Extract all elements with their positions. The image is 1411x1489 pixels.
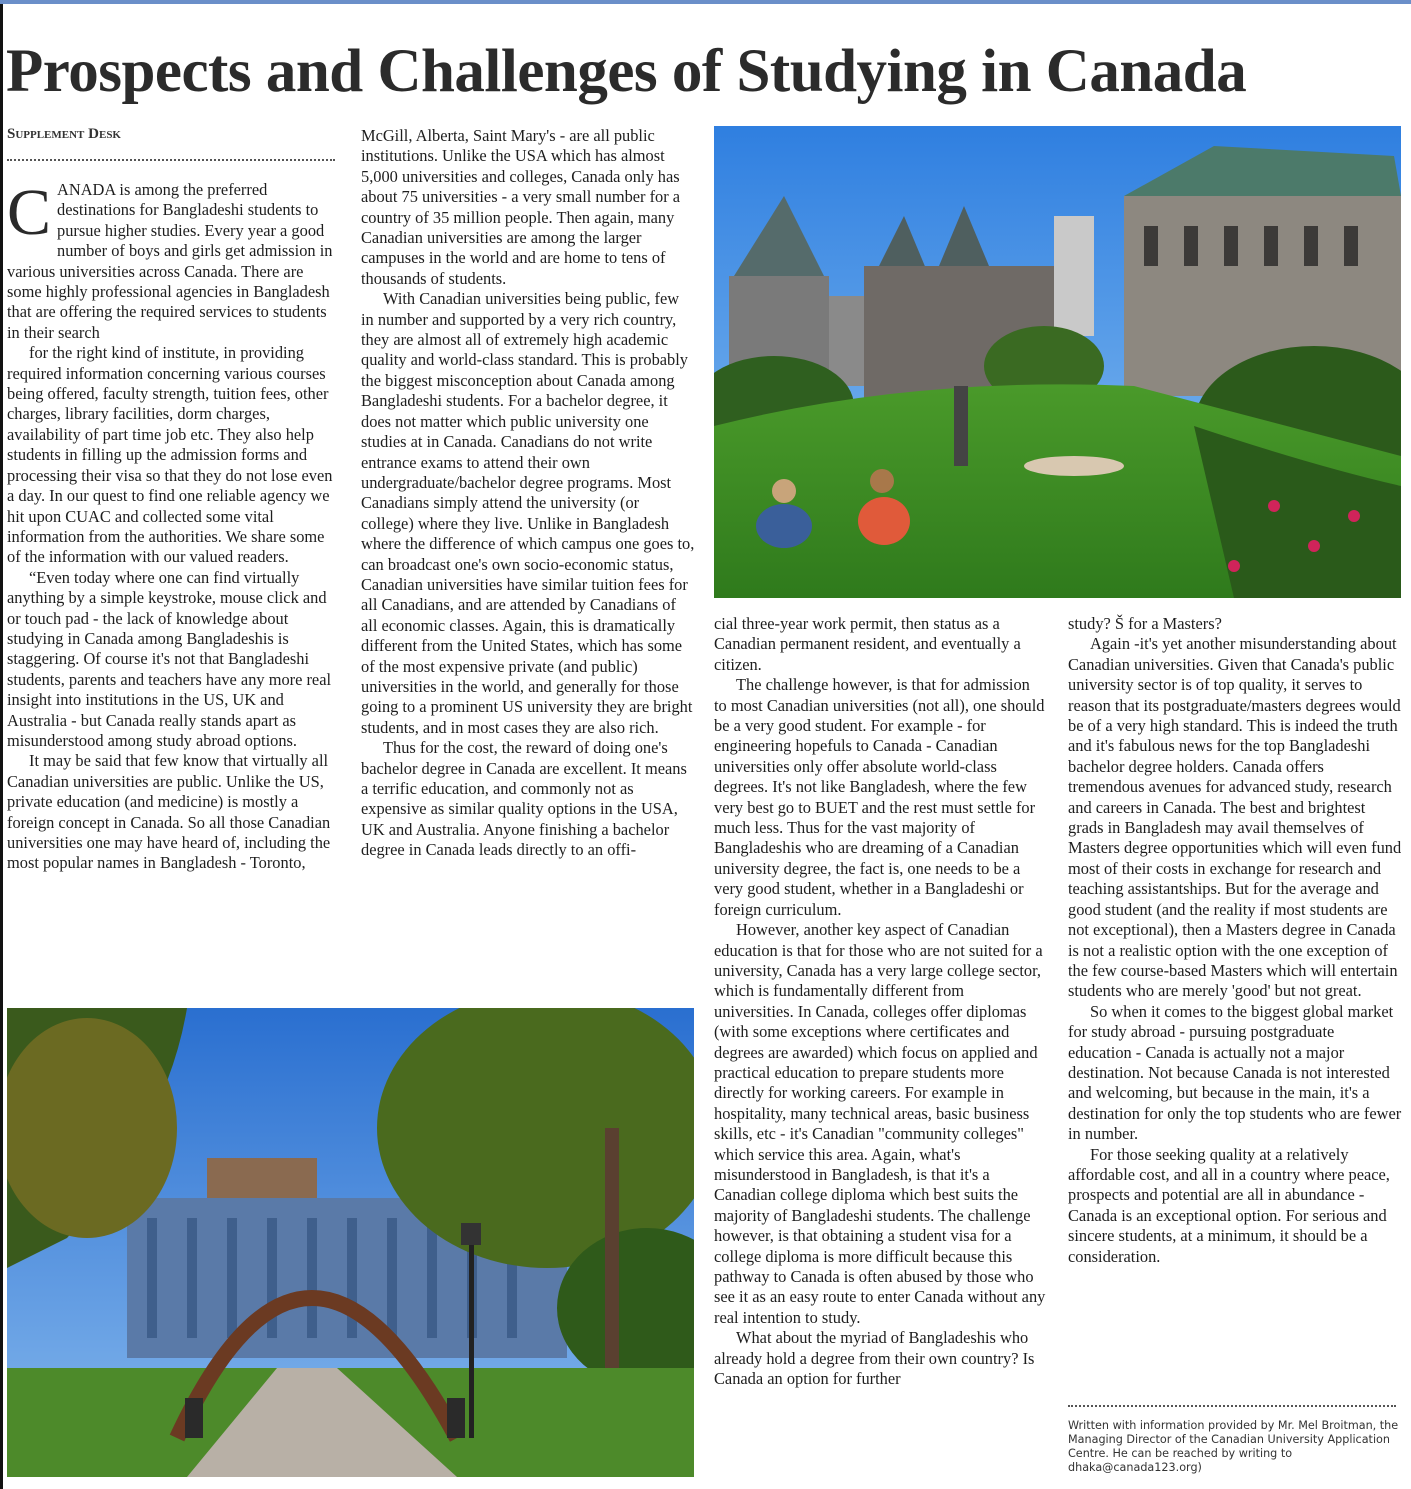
top-rule <box>0 0 1411 4</box>
column-1 <box>7 176 337 874</box>
paragraph: It may be said that few know that virtually all Canadian universities are public. Unlike the US, private education (and medicine) is mostly a foreign concept in Canada. So all those Canadian universities one may have heard of, including the most popular names in Bangladesh - Toronto, <box>7 751 331 873</box>
paragraph: What about the myriad of Bangladeshis who already hold a degree from their own country? Is Canada an option for further <box>714 1328 1035 1389</box>
paragraph: For those seeking quality at a relatively affordable cost, and all in a country where peace, prospects and potential are all in abundance - Canada is an exceptional option. For serious and sincere students, at a minimum, it should be a consideration. <box>1068 1144 1390 1266</box>
paragraph: study? Š for a Masters? <box>1068 614 1222 633</box>
headline: Prospects and Challenges of Studying in Canada <box>6 38 1247 105</box>
left-rule <box>0 4 3 1489</box>
paragraph: With Canadian universities being public, few in number and supported by a very rich country, they are almost all of extremely high academic quality and world-class standard. This is probably the biggest misconception about Canada among Bangladeshi students. For a bachelor degree, it does not matter which public university one studies at in Canada. Canadians do not write entrance exams to attend their own undergraduate/bachelor degree programs. Most Canadians simply attend the university (or college) where they live. Unlike in Bangladesh where the difference of which campus one goes to, can broadcast one's own socio-economic status, Canadian universities have similar tuition fees for all Canadians, and are attended by Canadians of all economic classes. Again, this is dramatically different from the United States, which has some of the most expensive private (and public) universities in the world, and generally for those going to a prominent US university they are bright students, and in most cases they are also rich. <box>361 289 695 737</box>
paragraph: Thus for the cost, the reward of doing one's bachelor degree in Canada are excellent. It means a terrific education, and commonly not as expensive as similar quality options in the USA, UK and Australia. Anyone finishing a bachelor degree in Canada leads directly to an offi- <box>361 738 687 860</box>
paragraph: However, another key aspect of Canadian education is that for those who are not suited for a university, Canada has a very large college sector, which is fundamentally different from universities. In Canada, colleges offer diplomas (with some exceptions where certificates and degrees are awarded) which focus on applied and practical education to prepare students more directly for working careers. For example in hospitality, many technical areas, basic business skills, etc - it's Canadian "community colleges" which service this area. Again, what's misunderstood in Bangladesh, is that it's a Canadian college diploma which best suits the majority of Bangladeshi students. The challenge however, is that obtaining a student visa for a college diploma is more difficult because this pathway to Canada is often abused by those who see it as an easy route to enter Canada without any real intention to study. <box>714 920 1046 1327</box>
campus-lawn-photo <box>714 126 1401 598</box>
byline-divider <box>7 159 335 161</box>
paragraph: “Even today where one can find virtually anything by a simple keystroke, mouse click and or touch pad - the lack of knowledge about studying in Canada among Bangladeshis is staggering. Of course it's not that Bangladeshi students, parents and teachers have any more real insight into institutions in the US, UK and Australia - but Canada really stands apart as misunderstood among study abroad options. <box>7 567 332 750</box>
paragraph: McGill, Alberta, Saint Mary's - are all public institutions. Unlike the USA which has almost 5,000 universities and colleges, Canada only has about 75 universities - a very small number for a country of 35 million people. Then again, many Canadian universities are among the larger campuses in the world and are home to tens of thousands of students. <box>361 126 681 288</box>
column-4 <box>1068 614 1402 1267</box>
paragraph <box>7 176 337 343</box>
paragraph: for the right kind of institute, in providing required information concerning various courses being offered, faculty strength, tuition fees, other charges, library facilities, dorm charges, availability of part time job etc. They also help students in filling up the admission forms and processing their visa so that they do not lose even a day. In our quest to find one reliable agency we hit upon CUAC and collected some vital information from the authorities. We share some of the information with our valued readers. <box>7 343 333 567</box>
drop-cap: C <box>7 176 52 249</box>
campus-arch-photo <box>7 1008 694 1477</box>
paragraph-text: ANADA is among the preferred destinations for Bangladeshi students to pursue higher studies. Every year a good number of boys and girls get admission in various universities across Canada. There are some highly professional agencies in Bangladesh that are offering the required services to students in their search <box>7 180 333 342</box>
credit-divider <box>1068 1405 1396 1407</box>
column-2 <box>361 126 695 861</box>
paragraph: cial three-year work permit, then status as a Canadian permanent resident, and eventually a citizen. <box>714 614 1021 674</box>
paragraph: So when it comes to the biggest global market for study abroad - pursuing postgraduate education - Canada is actually not a major destination. Not because Canada is not interested and welcoming, but because in the main, it's a destination for only the top students who are fewer in number. <box>1068 1001 1402 1144</box>
column-3 <box>714 614 1046 1389</box>
byline: Supplement Desk <box>7 126 121 142</box>
author-credit: Written with information provided by Mr. Mel Broitman, the Managing Director of the Canadian University Application Centre. He can be reached by writing to dhaka@canada123.org) <box>1068 1419 1399 1474</box>
paragraph: Again -it's yet another misunderstanding about Canadian universities. Given that Canada's public university sector is of top quality, it serves to reason that its postgraduate/masters degrees would be of a very high standard. This is indeed the truth and it's fabulous news for the top Bangladeshi bachelor degree holders. Canada offers tremendous avenues for advanced study, research and careers in Canada. The best and brightest grads in Bangladesh may avail themselves of Masters degree opportunities which will even fund most of their costs in exchange for research and teaching assistantships. But for the average and good student (and the reality if most students are not exceptional), then a Masters degree in Canada is not a realistic option with the one exception of the few course-based Masters which will entertain students who are merely 'good' but not great. <box>1068 634 1402 1001</box>
paragraph: The challenge however, is that for admission to most Canadian universities (not all), one should be a very good student. For example - for engineering hopefuls to Canada - Canadian universities only offer absolute world-class degrees. It's not like Bangladesh, where the few very best go to BUET and the rest must settle for much less. Thus for the vast majority of Bangladeshis who are dreaming of a Canadian university degree, the fact is, one needs to be a very good student, whether in a Bangladeshi or foreign curriculum. <box>714 675 1045 919</box>
